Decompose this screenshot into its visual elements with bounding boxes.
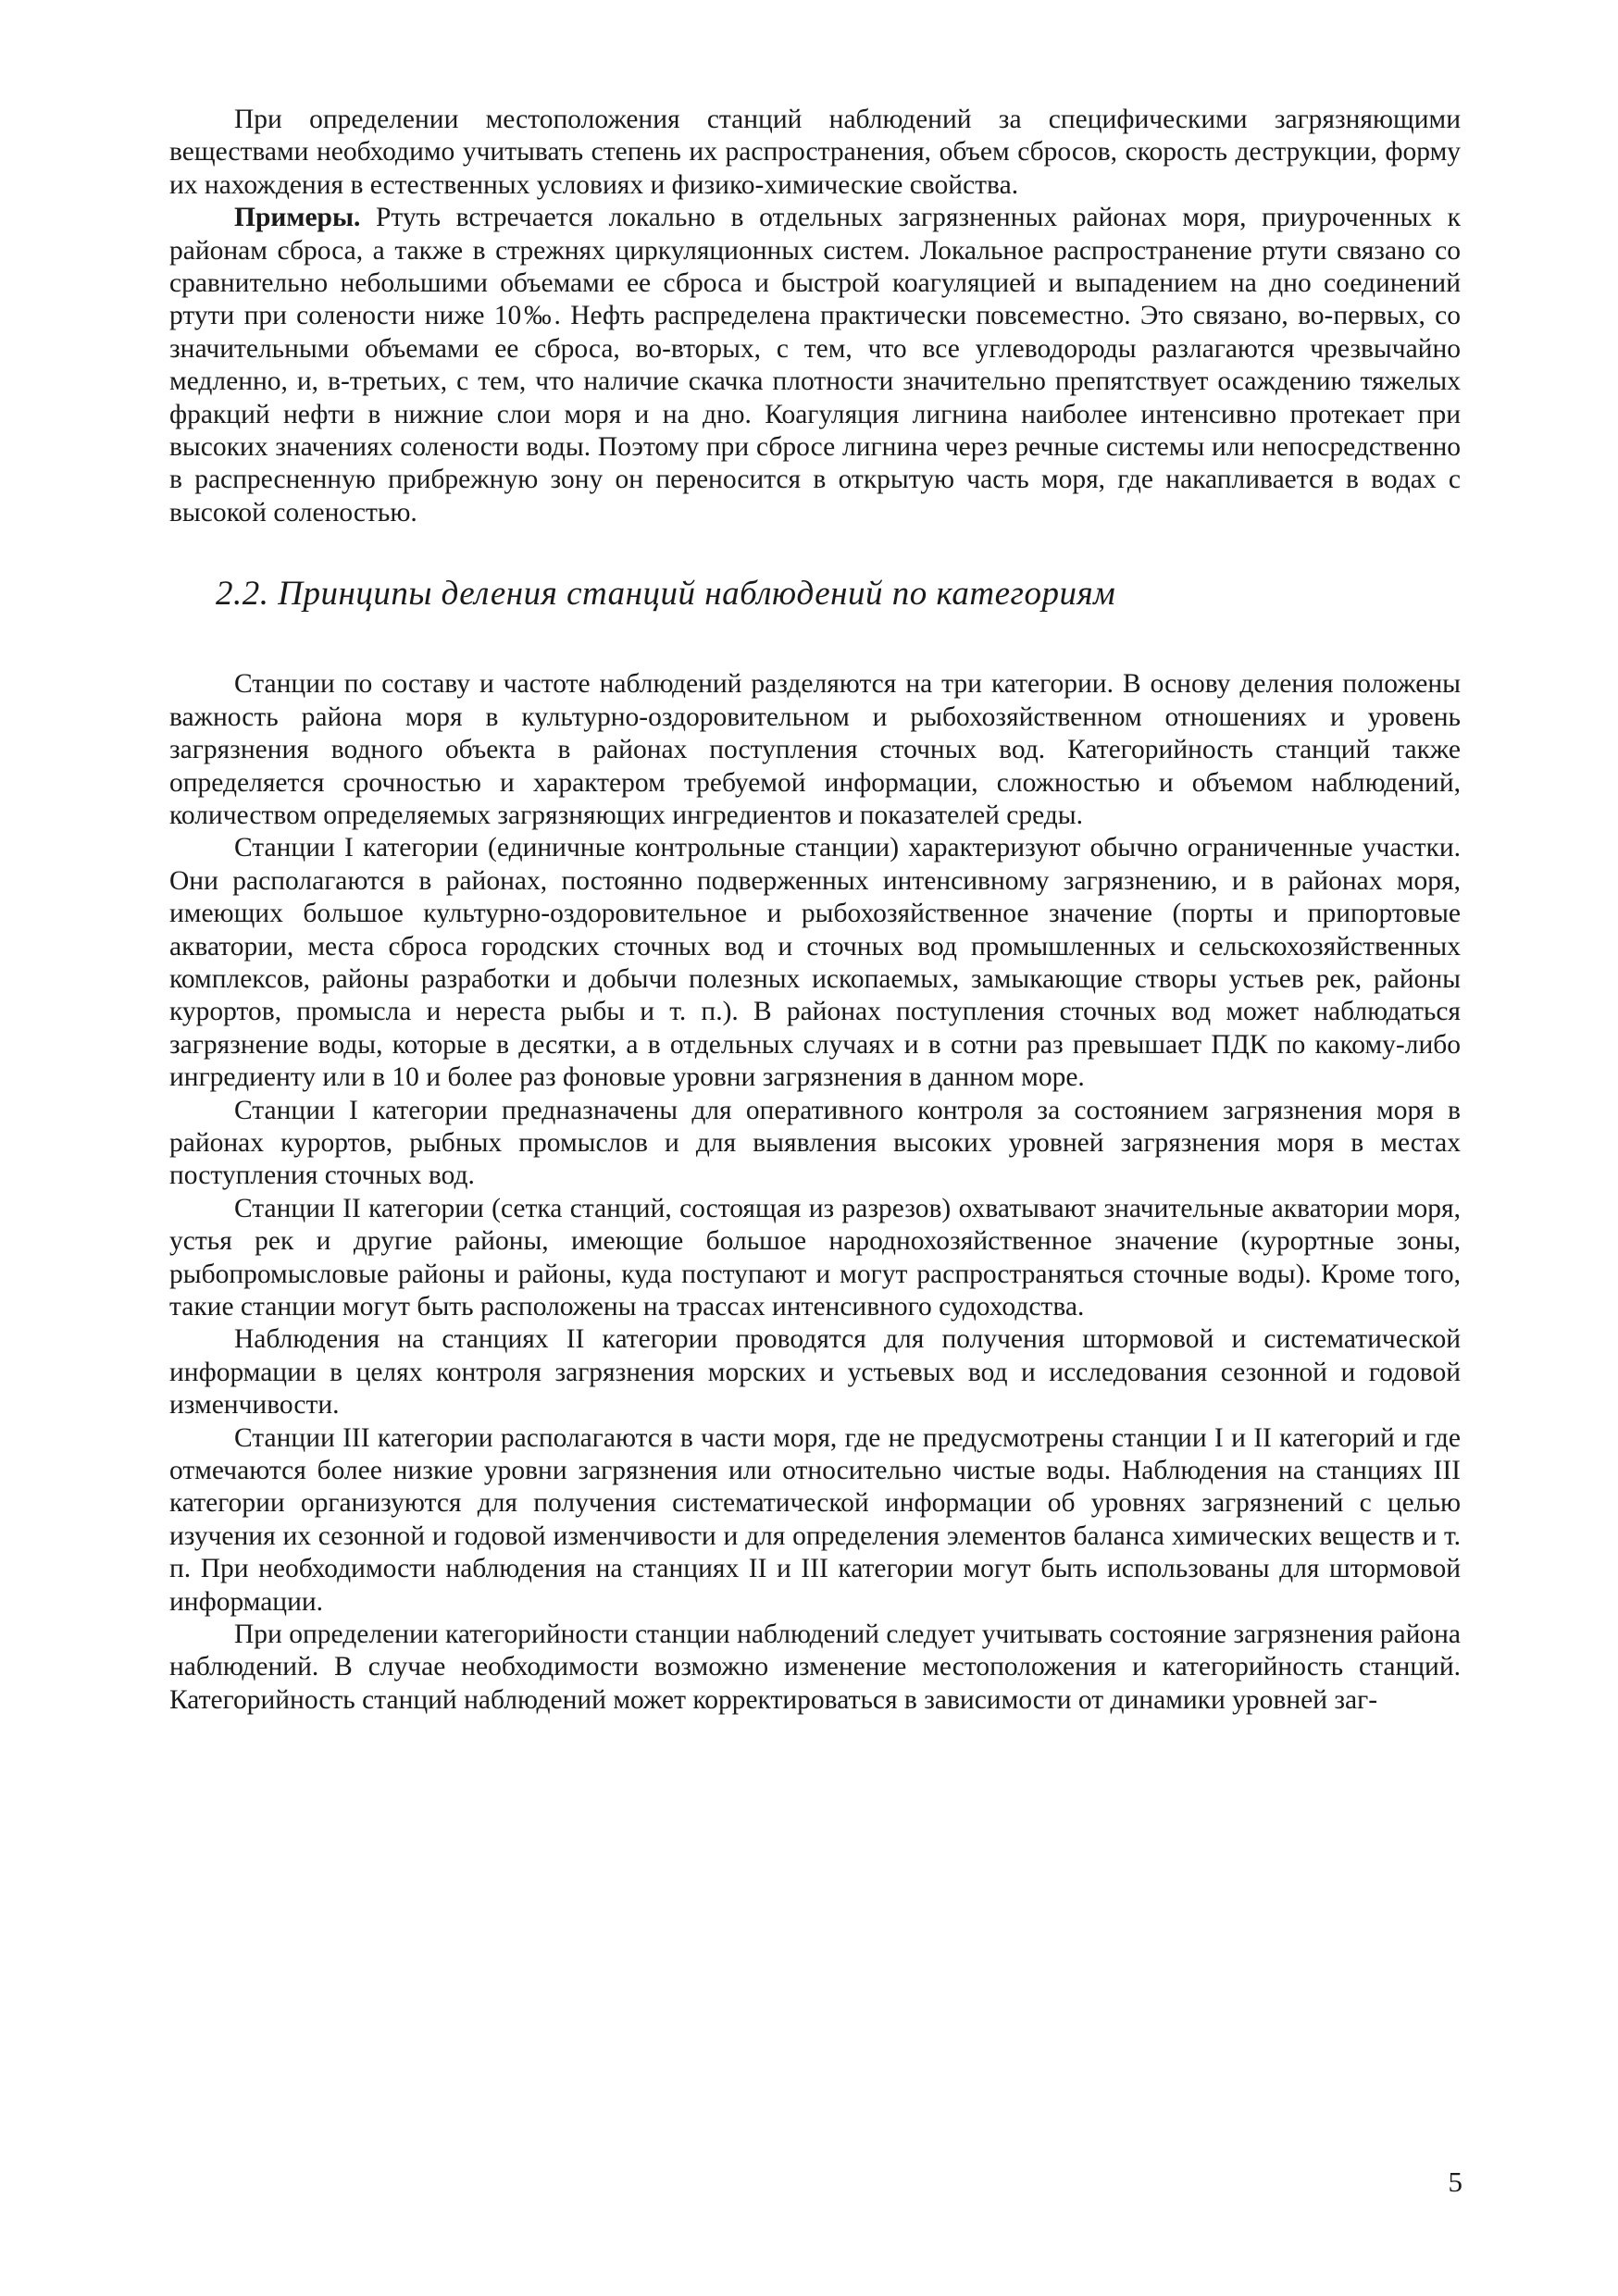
body-paragraph-1: Станции по составу и частоте наблюдений разделяются на три категории. В основу деления положены важность района моря в культурно-оздоровительном и рыбохозяйственном отношениях и уровень загрязнения водного объекта в районах поступления сточных вод. Категорийность станций также определяется срочностью и характером требуемой информации, сложностью и объемом наблюдений, количеством определяемых загрязняющих ингредиентов и показателей среды. [169,669,1461,830]
document-page [169,104,1461,1717]
body-paragraph-5: Наблюдения на станциях II категории проводятся для получения штормовой и систематической информации в целях контроля загрязнения морских и устьевых вод и исследования сезонной и годовой изменчивости. [169,1324,1461,1421]
examples-text: Ртуть встречается локально в отдельных загрязненных районах моря, приуроченных к районам сброса, а также в стрежнях циркуляционных систем. Локальное распространение ртути связано со сравнительно небольшими объемами ее сброса и быстрой коагуляцией и выпадением на дно соединений ртути при солености ниже 10‰. Нефть распределена практически повсеместно. Это связано, во-первых, со значительными объемами ее сброса, во-вторых, с тем, что все углеводороды разлагаются чрезвычайно медленно, и, в-третьих, с тем, что наличие скачка плотности значительно препятствует осаждению тяжелых фракций нефти в нижние слои моря и на дно. Коагуляция лигнина наиболее интенсивно протекает при высоких значениях солености воды. Поэтому при сбросе лигнина через речные системы или непосредственно в распресненную прибрежную зону он переносится в открытую часть моря, где накапливается в водах с высокой соленостью. [169,203,1461,527]
page-number: 5 [1448,2166,1462,2198]
body-paragraph-2: Станции I категории (единичные контрольные станции) характеризуют обычно ограниченные участки. Они располагаются в районах, постоянно подверженных интенсивному загрязнению, и в районах моря, имеющих большое культурно-оздоровительное и рыбохозяйственное значение (порты и припортовые акватории, места сброса городских сточных вод и сточных вод промышленных и сельскохозяйственных комплексов, районы разработки и добычи полезных ископаемых, замыкающие створы устьев рек, районы курортов, промысла и нереста рыбы и т. п.). В районах поступления сточных вод может наблюдаться загрязнение воды, которые в десятки, а в отдельных случаях и в сотни раз превышает ПДК по какому-либо ингредиенту или в 10 и более раз фоновые уровни загрязнения в данном море. [169,833,1461,1093]
body-paragraph-7: При определении категорийности станции наблюдений следует учитывать состояние загрязнения района наблюдений. В случае необходимости возможно изменение местоположения и категорийность станций. Категорийность станций наблюдений может корректироваться в зависимости от динамики уровней заг- [169,1620,1461,1715]
section-heading: 2.2. Принципы деления станций наблюдений по категориям [216,575,1116,614]
body-paragraph-4: Станции II категории (сетка станций, состоящая из разрезов) охватывают значительные акватории моря, устья рек и другие районы, имеющие большое народнохозяйственное значение (курортные зоны, рыбопромысловые районы и районы, куда поступают и могут распространяться сточные воды). Кроме того, такие станции могут быть расположены на трассах интенсивного судоходства. [169,1193,1461,1322]
body-paragraph-3: Станции I категории предназначены для оперативного контроля за состоянием загрязнения моря в районах курортов, рыбных промыслов и для выявления высоких уровней загрязнения моря в местах поступления сточных вод. [169,1095,1461,1191]
examples-lead: Примеры. [234,203,361,233]
intro-paragraph: При определении местоположения станций наблюдений за специфическими загрязняющими веществами необходимо учитывать степень их распространения, объем сбросов, скорость деструкции, форму их нахождения в естественных условиях и физико-химические свойства. [169,105,1461,200]
examples-paragraph [169,202,1461,529]
body-paragraph-6: Станции III категории располагаются в части моря, где не предусмотрены станции I и II категорий и где отмечаются более низкие уровни загрязнения или относительно чистые воды. Наблюдения на станциях III категории организуются для получения систематической информации об уровнях загрязнений с целью изучения их сезонной и годовой изменчивости и для определения элементов баланса химических веществ и т. п. При необходимости наблюдения на станциях II и III категории могут быть использованы для штормовой информации. [169,1422,1461,1617]
